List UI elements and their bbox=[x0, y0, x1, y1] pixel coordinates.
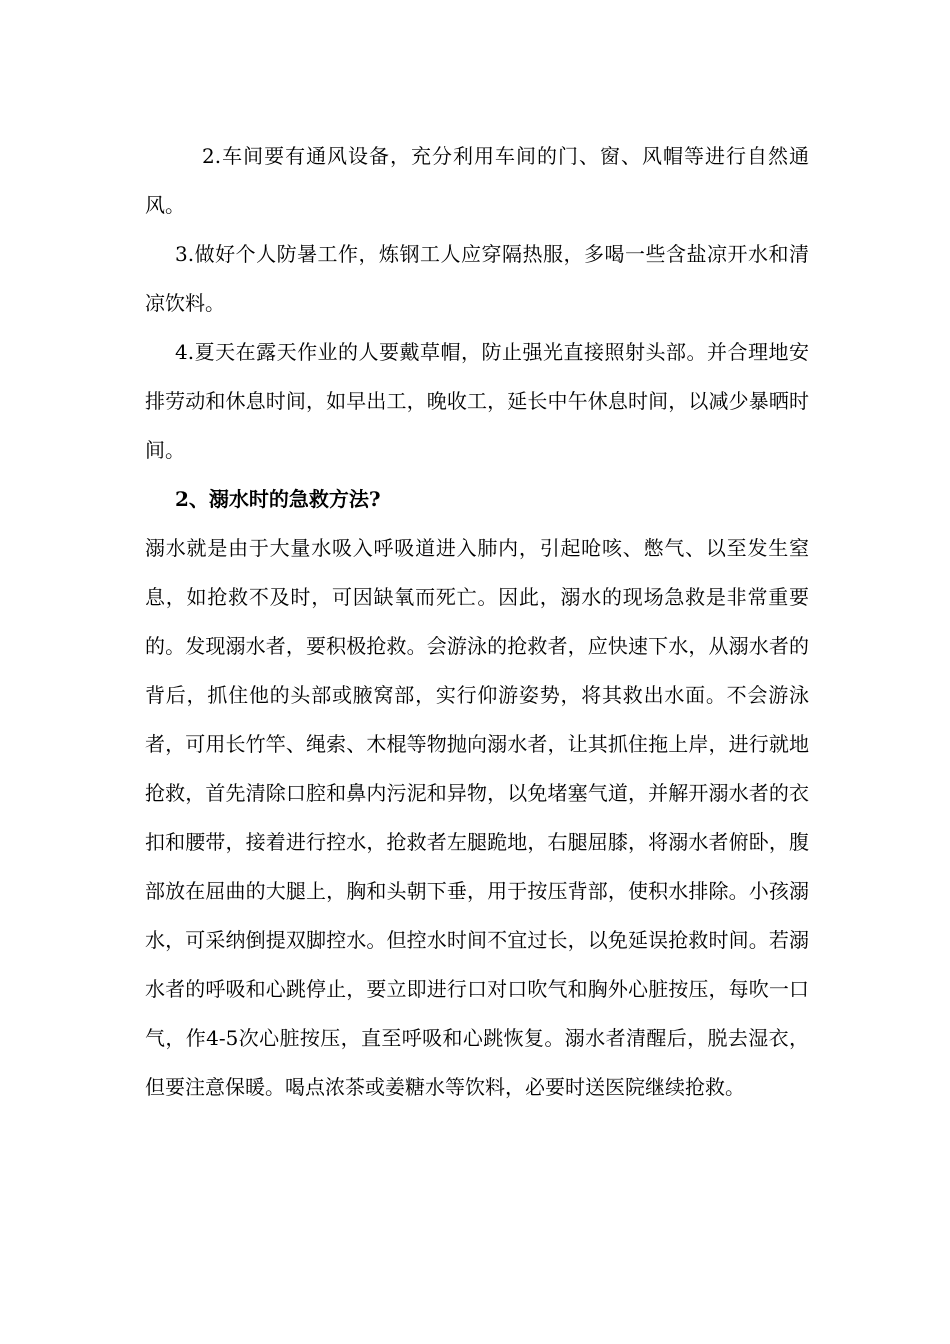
document-body bbox=[145, 132, 809, 1112]
paragraph-outdoor-work: 4.夏天在露天作业的人要戴草帽，防止强光直接照射头部。并合理地安排劳动和休息时间，如早出工，晚收工，延长中午休息时间，以减少暴晒时间。 bbox=[145, 340, 809, 462]
paragraph-drowning-first-aid: 溺水就是由于大量水吸入呼吸道进入肺内，引起呛咳、憋气、以至发生窒息，如抢救不及时，可因缺氧而死亡。因此，溺水的现场急救是非常重要的。发现溺水者，要积极抢救。会游泳的抢救者，应快速下水，从溺水者的背后，抓住他的头部或腋窝部，实行仰游姿势，将其救出水面。不会游泳者，可用长竹竿、绳索、木棍等物抛向溺水者，让其抓住拖上岸，进行就地抢救，首先清除口腔和鼻内污泥和异物，以免堵塞气道，并解开溺水者的衣扣和腰带，接着进行控水，抢救者左腿跪地，右腿屈膝，将溺水者俯卧，腹部放在屈曲的大腿上，胸和头朝下垂，用于按压背部，使积水排除。小孩溺水，可采纳倒提双脚控水。但控水时间不宜过长，以免延误抢救时间。若溺水者的呼吸和心跳停止，要立即进行口对口吹气和胸外心脏按压，每吹一口气，作4-5次心脏按压，直至呼吸和心跳恢复。溺水者清醒后，脱去湿衣，但要注意保暖。喝点浓茶或姜糖水等饮料，必要时送医院继续抢救。 bbox=[145, 536, 809, 1099]
paragraph-personal-protection: 3.做好个人防暑工作，炼钢工人应穿隔热服，多喝一些含盐凉开水和清凉饮料。 bbox=[145, 242, 809, 315]
section-heading: 2、溺水时的急救方法? bbox=[175, 487, 381, 511]
paragraph-ventilation: 2.车间要有通风设备，充分利用车间的门、窗、风帽等进行自然通风。 bbox=[145, 144, 809, 217]
